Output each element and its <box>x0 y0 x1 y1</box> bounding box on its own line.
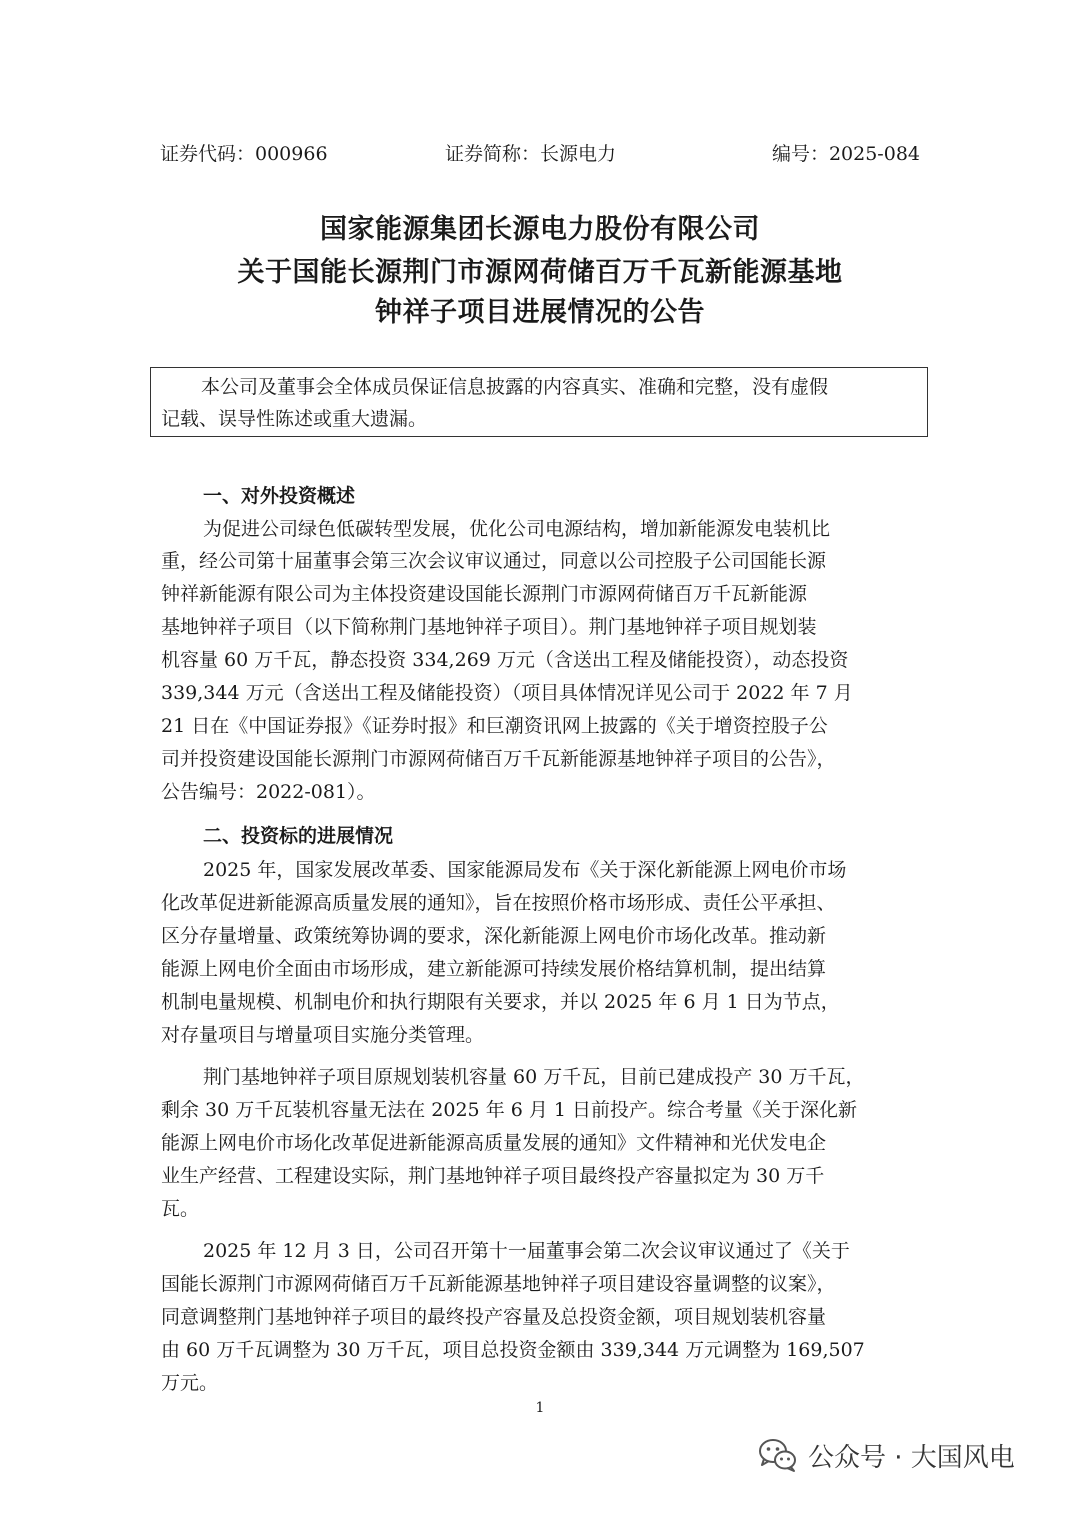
text-line: 区分存量增量、政策统筹协调的要求，深化新能源上网电价市场化改革。推动新 <box>161 925 827 947</box>
text-line: 剩余 30 万千瓦装机容量无法在 2025 年 6 月 1 日前投产。综合考量《关于深化新 <box>161 1099 858 1121</box>
announcement-number: 编号：2025-084 <box>771 143 920 165</box>
text-line: 重，经公司第十届董事会第三次会议审议通过，同意以公司控股子公司国能长源 <box>161 550 827 572</box>
declaration-line-2: 记载、误导性陈述或重大遗漏。 <box>161 408 428 430</box>
wechat-icon <box>758 1437 798 1473</box>
text-line: 对存量项目与增量项目实施分类管理。 <box>161 1024 485 1046</box>
text-line: 荆门基地钟祥子项目原规划装机容量 60 万千瓦，目前已建成投产 30 万千瓦， <box>203 1066 865 1088</box>
text-line: 司并投资建设国能长源荆门市源网荷储百万千瓦新能源基地钟祥子项目的公告》， <box>161 748 836 770</box>
security-abbreviation: 证券简称：长源电力 <box>445 143 617 165</box>
text-line: 由 60 万千瓦调整为 30 万千瓦，项目总投资金额由 339,344 万元调整为 169,507 <box>161 1339 865 1361</box>
text-line: 业生产经营、工程建设实际，荆门基地钟祥子项目最终投产容量拟定为 30 万千 <box>161 1165 825 1187</box>
watermark <box>758 1428 1015 1482</box>
text-line: 能源上网电价全面由市场形成，建立新能源可持续发展价格结算机制，提出结算 <box>161 958 827 980</box>
text-line: 国能长源荆门市源网荷储百万千瓦新能源基地钟祥子项目建设容量调整的议案》， <box>161 1273 836 1295</box>
declaration-line-1: 本公司及董事会全体成员保证信息披露的内容真实、准确和完整，没有虚假 <box>201 376 829 398</box>
text-line: 钟祥新能源有限公司为主体投资建设国能长源荆门市源网荷储百万千瓦新能源 <box>161 583 808 605</box>
text-line: 化改革促进新能源高质量发展的通知》，旨在按照价格市场形成、责任公平承担、 <box>161 892 836 914</box>
text-line: 机容量 60 万千瓦，静态投资 334,269 万元（含送出工程及储能投资），动态投资 <box>161 649 849 671</box>
declaration-box <box>150 367 928 437</box>
text-line: 机制电量规模、机制电价和执行期限有关要求，并以 2025 年 6 月 1 日为节点， <box>161 991 840 1013</box>
text-line: 2025 年 12 月 3 日，公司召开第十一届董事会第二次会议审议通过了《关于 <box>203 1240 850 1262</box>
document-header <box>160 138 920 170</box>
text-line: 339,344 万元（含送出工程及储能投资）（项目具体情况详见公司于 2022 年 7 月 <box>161 682 853 704</box>
text-line: 为促进公司绿色低碳转型发展，优化公司电源结构，增加新能源发电装机比 <box>203 518 831 540</box>
text-line: 万元。 <box>161 1372 219 1394</box>
page-number: 1 <box>535 1400 545 1416</box>
section-heading-progress: 二、投资标的进展情况 <box>203 825 394 847</box>
text-line: 2025 年，国家发展改革委、国家能源局发布《关于深化新能源上网电价市场 <box>203 859 847 881</box>
section-heading-overview: 一、对外投资概述 <box>203 485 356 507</box>
text-line: 基地钟祥子项目（以下简称荆门基地钟祥子项目）。荆门基地钟祥子项目规划装 <box>161 616 817 638</box>
security-code: 证券代码：000966 <box>160 143 328 165</box>
text-line: 瓦。 <box>161 1198 200 1220</box>
title-line-1: 国家能源集团长源电力股份有限公司 <box>320 214 760 245</box>
title-line-3: 钟祥子项目进展情况的公告 <box>375 297 705 328</box>
text-line: 能源上网电价市场化改革促进新能源高质量发展的通知》文件精神和光伏发电企 <box>161 1132 827 1154</box>
title-line-2: 关于国能长源荆门市源网荷储百万千瓦新能源基地 <box>237 257 843 288</box>
watermark-text: 公众号 · 大国风电 <box>808 1442 1015 1473</box>
text-line: 公告编号：2022-081）。 <box>161 781 376 803</box>
text-line: 21 日在《中国证券报》《证券时报》和巨潮资讯网上披露的《关于增资控股子公 <box>161 715 828 737</box>
text-line: 同意调整荆门基地钟祥子项目的最终投产容量及总投资金额，项目规划装机容量 <box>161 1306 827 1328</box>
